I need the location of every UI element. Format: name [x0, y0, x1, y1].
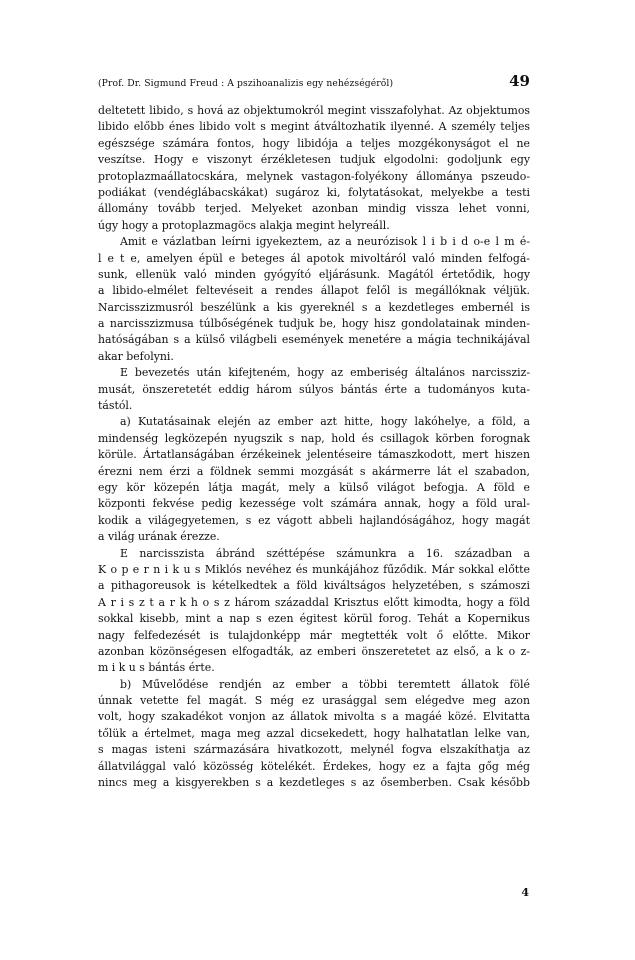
text-line: s magas isteni származására hivatkozott, melynél fogva elszakíthatja az — [98, 743, 530, 757]
text-line: tástól. — [98, 399, 133, 413]
text-line: érezni nem érzi a földnek semmi mozgását s akármerre lát el szabadon, — [98, 464, 530, 478]
text-line: A r i s z t a r k h o s z három századdal Krisztus előtt kimodta, hogy a föld — [98, 595, 530, 609]
text-line: körüle. Ártatlanságában érzékeinek jelentéseire támaszkodott, mert hiszen — [98, 448, 530, 462]
body-text — [98, 103, 530, 791]
text-line: a világ urának érezze. — [98, 530, 220, 544]
text-line: mindenség legközepén nyugszik s nap, hold és csillagok körben forognak — [98, 431, 530, 445]
text-line: akar befolyni. — [98, 349, 174, 363]
text-line: Amit e vázlatban leírni igyekeztem, az a neurózisok l i b i d o-e l m é- — [120, 235, 530, 249]
text-line: Narcisszizmusról beszélünk a kis gyereknél s a kezdetleges embernél is — [98, 300, 530, 314]
text-line: libido előbb énes libido volt s megint átváltozhatik ilyenné. A személy teljes — [98, 120, 530, 134]
text-line: protoplazmaállatocskára, melynek vastagon-folyékony állománya pszeudo- — [98, 169, 530, 183]
text-line: deltetett libido, s hová az objektumokról megint visszafolyhat. Az objektumos — [98, 104, 530, 117]
text-line: a narcisszizmusa túlbőségének tudjuk be, hogy hisz gondolatainak minden- — [98, 317, 530, 331]
text-line: musát, önszeretetét eddig három súlyos bántás érte a tudományos kuta- — [98, 382, 530, 396]
text-line: E narcisszista ábránd széttépése számunkra a 16. században a — [120, 546, 530, 560]
text-line: a) Kutatásainak elején az ember azt hitte, hogy lakóhelye, a föld, a — [120, 415, 530, 429]
text-line: a pithagoreusok is kételkedtek a föld kiváltságos helyzetében, s számoszi — [98, 579, 530, 593]
text-line: központi fekvése pedig kezessége volt számára annak, hogy a föld ural- — [98, 497, 530, 511]
text-line: b) Művelődése rendjén az ember a többi teremtett állatok fölé — [120, 677, 530, 691]
text-line: sokkal kisebb, mint a nap s ezen égitest körül forog. Tehát a Kopernikus — [98, 612, 530, 626]
text-line: podiákat (vendéglábacskákat) sugároz ki, folytatásokat, melyekbe a testi — [98, 185, 530, 199]
text-line: állomány tovább terjed. Melyeket azonban mindig vissza lehet vonni, — [98, 202, 530, 216]
text-line: azonban közönségesen elfogadták, az emberi önszeretetet az első, a k o z- — [98, 644, 530, 658]
text-line: egy kör közepén látja magát, mely a külső világot befogja. A föld e — [98, 480, 530, 494]
text-line: tőlük a értelmet, maga meg azzal dicsekedett, hogy halhatatlan lelke van, — [98, 726, 530, 740]
text-line: nagy felfedezését is tulajdonképp már megtették volt ő előtte. Mikor — [98, 628, 530, 642]
signature-mark: 4 — [521, 886, 529, 899]
text-line: K o p e r n i k u s Miklós nevéhez és munkájához fűződik. Már sokkal előtte — [98, 562, 530, 576]
text-line: úgy hogy a protoplazmagöcs alakja megint helyreáll. — [98, 218, 390, 232]
text-line: l e t e, amelyen épül e beteges ál apotok mivoltáról való minden felfogá- — [98, 251, 530, 265]
running-title: (Prof. Dr. Sigmund Freud : A pszihoanalizis egy nehézségéről) — [98, 78, 394, 89]
text-line: veszítse. Hogy e viszonyt érzékletesen tudjuk elgodolni: godoljunk egy — [98, 153, 530, 167]
text-line: E bevezetés után kifejteném, hogy az emberiség általános narcissziz- — [120, 366, 530, 380]
text-line: hatóságában s a külső világbeli események menetére a mágia technikájával — [98, 333, 530, 347]
text-line: állatvilággal való közösség kötelékét. Érdekes, hogy ez a fajta gőg még — [98, 759, 530, 773]
text-line: a libido-elmélet feltevéseit a rendes állapot felől is megállóknak véljük. — [98, 284, 530, 298]
text-line: nincs meg a kisgyerekben s a kezdetleges s az ősemberben. Csak később — [98, 776, 530, 790]
page-number: 49 — [509, 72, 530, 90]
text-line: sunk, ellenük való minden gyógyító eljárásunk. Magától értetődik, hogy — [98, 267, 530, 281]
text-line: kodik a világegyetemen, s ez vágott abbeli hajlandóságához, hogy magát — [98, 513, 530, 527]
running-header — [98, 72, 530, 94]
text-line: volt, hogy szakadékot vonjon az állatok mivolta s a magáé közé. Elvitatta — [98, 710, 530, 724]
text-line: m i k u s bántás érte. — [98, 661, 215, 675]
text-line: egészsége számára fontos, hogy libidója a teljes mozgékonyságot el ne — [98, 136, 530, 150]
text-line: únnak vetette fel magát. S még ez urasággal sem elégedve meg azon — [98, 694, 530, 708]
